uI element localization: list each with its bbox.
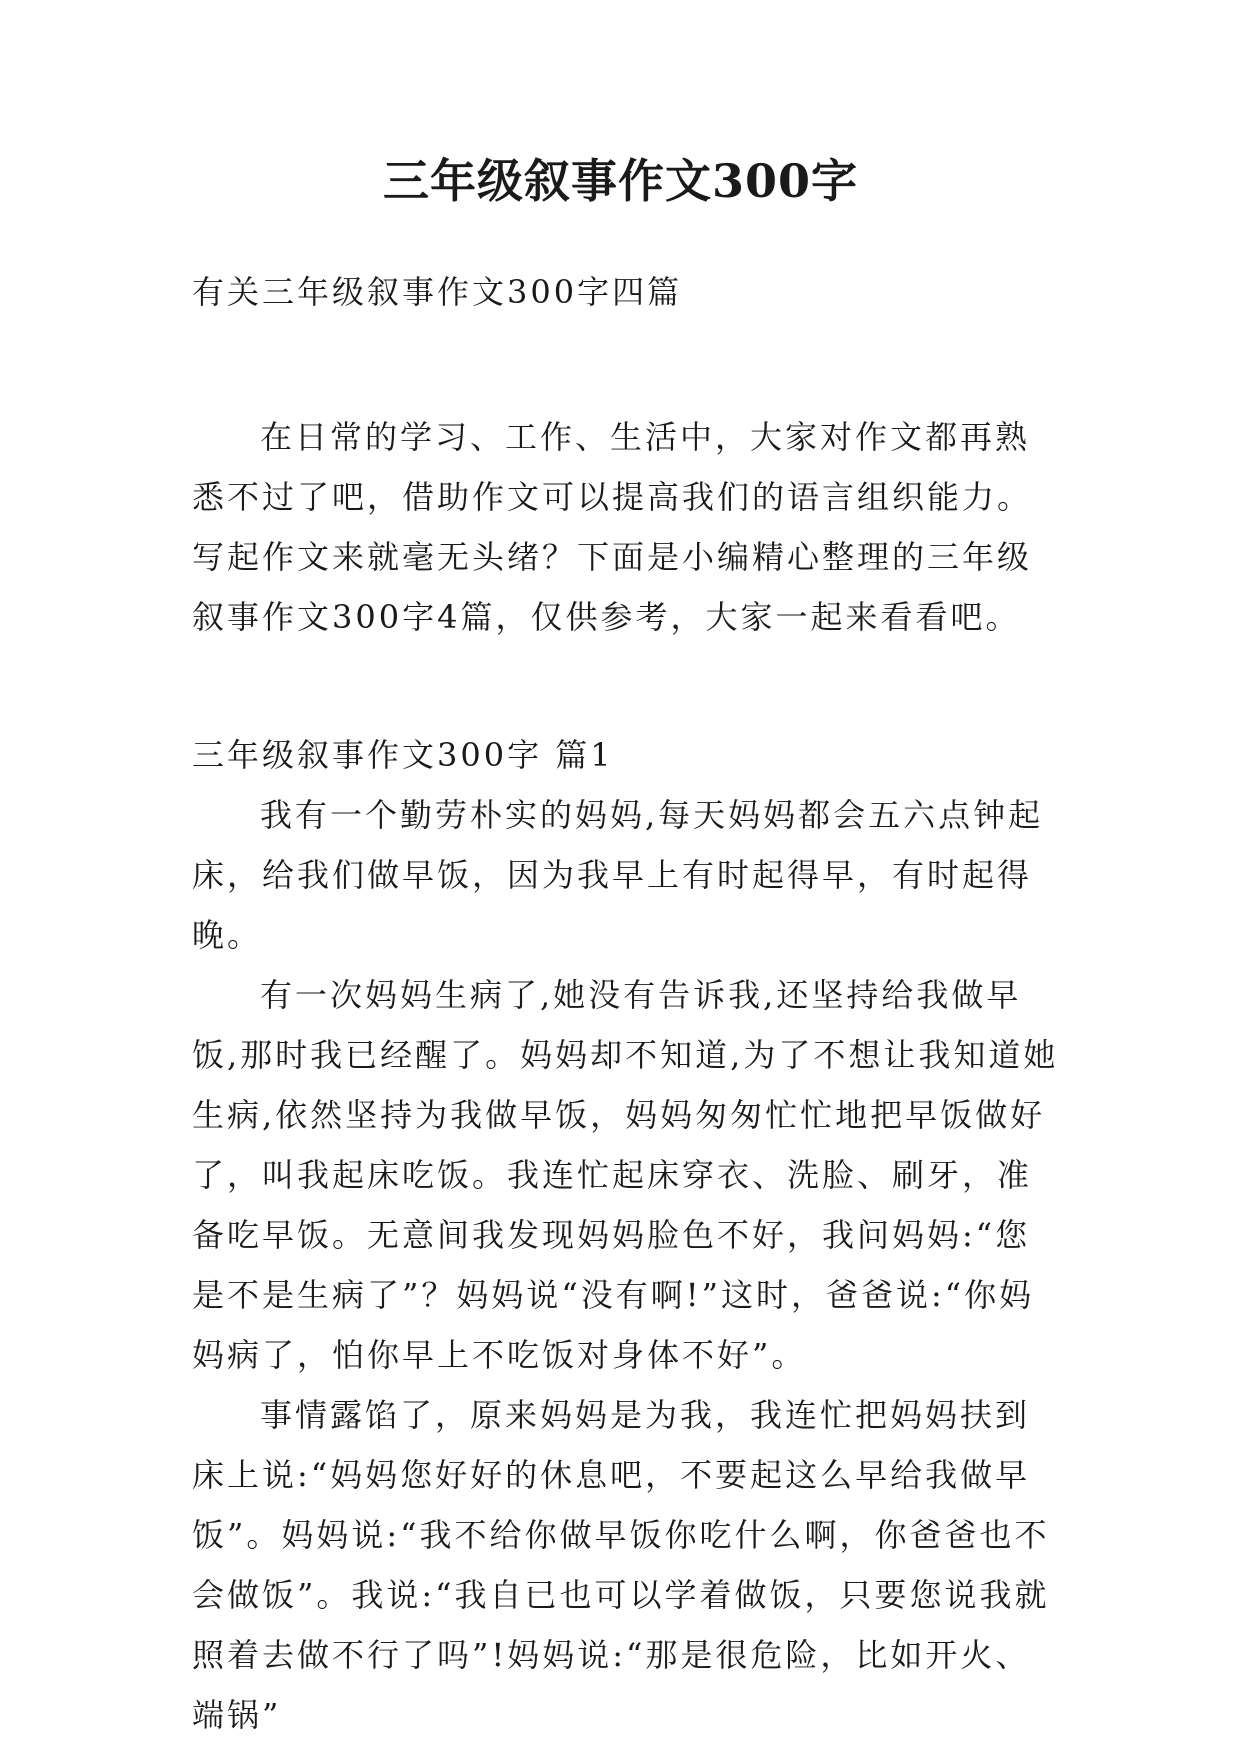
spacer: [192, 647, 1062, 725]
document-body: [192, 262, 1062, 1745]
body-paragraph: 我有一个勤劳朴实的妈妈,每天妈妈都会五六点钟起床，给我们做早饭，因为我早上有时起得早，有时起得晚。: [192, 796, 1044, 954]
document-title: 三年级叙事作文300字: [382, 154, 859, 208]
spacer: [192, 322, 1062, 407]
body-paragraph: 事情露馅了，原来妈妈是为我，我连忙把妈妈扶到床上说:“妈妈您好好的休息吧，不要起这么早给我做早饭”。妈妈说:“我不给你做早饭你吃什么啊，你爸爸也不会做饭”。我说:“我自已也可以学着做饭，只要您说我就照着去做不行了吗”!妈妈说:“那是很危险，比如开火、端锅”: [192, 1396, 1050, 1734]
document-subtitle: 有关三年级叙事作文300字四篇: [192, 273, 683, 311]
section-heading: 三年级叙事作文300字 篇1: [192, 736, 614, 774]
intro-paragraph: 在日常的学习、工作、生活中，大家对作文都再熟悉不过了吧，借助作文可以提高我们的语言组织能力。写起作文来就毫无头绪？下面是小编精心整理的三年级叙事作文300字4篇，仅供参考，大家一起来看看吧。: [192, 418, 1033, 636]
body-paragraph: 有一次妈妈生病了,她没有告诉我,还坚持给我做早饭,那时我已经醒了。妈妈却不知道,为了不想让我知道她生病,依然坚持为我做早饭，妈妈匆匆忙忙地把早饭做好了，叫我起床吃饭。我连忙起床穿衣、洗脸、刷牙，准备吃早饭。无意间我发现妈妈脸色不好，我问妈妈:“您是不是生病了”？妈妈说“没有啊!”这时，爸爸说:“你妈妈病了，怕你早上不吃饭对身体不好”。: [192, 976, 1059, 1374]
